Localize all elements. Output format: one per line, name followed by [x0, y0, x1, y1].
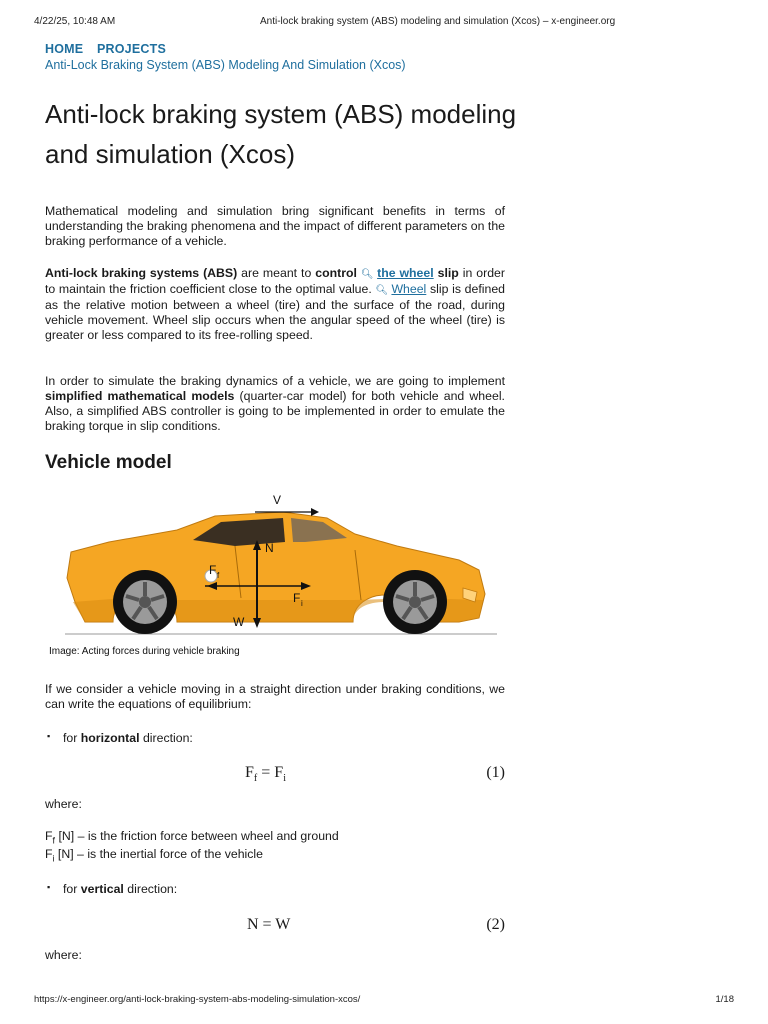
def-ff-text: [N] – is the friction force between wheel and ground — [55, 829, 339, 843]
wheel-link[interactable]: Wheel — [391, 282, 427, 296]
equation-2 — [45, 916, 505, 936]
abs-bold-text: Anti-lock braking systems (ABS) — [45, 266, 238, 280]
label-ff: F — [209, 563, 217, 577]
equation-2-number: (2) — [486, 916, 505, 933]
label-fi-sub: i — [301, 599, 303, 608]
bullet-bold-horizontal: horizontal — [80, 731, 140, 745]
print-url: https://x-engineer.org/anti-lock-braking-system-abs-modeling-simulation-xcos/ — [34, 994, 361, 1005]
def-fi-text: [N] – is the inertial force of the vehicle — [54, 847, 263, 861]
front-wheel — [383, 570, 447, 634]
nav-projects-link[interactable]: PROJECTS — [97, 42, 166, 56]
sim-text-2: (quarter-car model) for both vehicle and wheel. Also, a simplified ABS controller is going to be implemented in order to emulate the braking torque in slip conditions. — [45, 389, 505, 433]
definition-inertial-force — [45, 847, 263, 863]
page-title: Anti-lock braking system (ABS) modeling and simulation (Xcos) — [45, 99, 517, 169]
the-wheel-link[interactable]: the wheel — [377, 266, 434, 280]
print-header — [34, 16, 734, 30]
search-icon: 🔍︎ — [375, 285, 389, 296]
print-page-number: 1/18 — [715, 994, 734, 1005]
equation-1 — [45, 764, 505, 784]
where-label-1: where: — [45, 797, 82, 811]
top-navigation — [45, 42, 176, 56]
equation-2-expression: N = W — [247, 916, 291, 933]
print-doc-title: Anti-lock braking system (ABS) modeling and simulation (Xcos) – x-engineer.org — [260, 16, 616, 27]
print-date: 4/22/25, 10:48 AM — [34, 16, 116, 27]
equation-1-number: (1) — [486, 764, 505, 781]
nav-home-link[interactable]: HOME — [45, 42, 84, 56]
definition-friction-force — [45, 829, 339, 845]
equilibrium-paragraph: If we consider a vehicle moving in a straight direction under braking conditions, we can write the equations of equilibrium: — [45, 682, 505, 711]
bullet2-text-1: for — [63, 882, 81, 896]
where-label-2: where: — [45, 948, 82, 962]
eq1-rhs-sub: i — [283, 773, 286, 785]
bullet-horizontal — [63, 731, 193, 745]
abs-paragraph — [45, 266, 505, 343]
intro-paragraph: Mathematical modeling and simulation bring significant benefits in terms of understanding the braking phenomena and the impact of different parameters on the braking performance of a vehicle. — [45, 204, 505, 248]
abs-text-1: are meant to — [237, 266, 316, 280]
eq1-rhs: F — [274, 764, 284, 781]
label-ff-sub: f — [217, 571, 220, 580]
sim-bold-text: simplified mathematical models — [45, 389, 235, 403]
section-heading-vehicle-model: Vehicle model — [45, 452, 172, 473]
search-icon: 🔍︎ — [360, 269, 375, 280]
bullet-text-2: direction: — [139, 731, 193, 745]
eq1-equals: = — [257, 764, 275, 781]
abs-text-3: slip is defined as the relative motion between a wheel (tire) and the surface of the road, during vehicle movement. Wheel slip occurs when the angular speed of the wheel (tire) is greater or less compared to its free-rolling speed. — [45, 282, 505, 342]
eq1-lhs: F — [245, 764, 254, 781]
sim-text-1: In order to simulate the braking dynamics of a vehicle, we are going to implement — [45, 374, 505, 388]
def-fi-sub: i — [52, 853, 55, 864]
figure-caption: Image: Acting forces during vehicle braking — [49, 646, 240, 657]
def-ff-symbol: F — [45, 829, 53, 843]
bullet2-text-2: direction: — [123, 882, 178, 896]
breadcrumb[interactable]: Anti-Lock Braking System (ABS) Modeling And Simulation (Xcos) — [45, 58, 406, 72]
abs-text-2: in order to maintain the friction coefficient close to the optimal value. — [45, 266, 505, 296]
slip-bold-text: slip — [437, 266, 459, 280]
label-v: V — [273, 493, 282, 507]
label-n: N — [265, 541, 274, 555]
vehicle-forces-figure — [65, 490, 525, 640]
eq1-lhs-sub: f — [253, 773, 258, 785]
def-fi-symbol: F — [45, 847, 53, 861]
simulation-paragraph — [45, 374, 505, 434]
bullet-vertical — [63, 882, 177, 896]
print-footer — [34, 994, 734, 1008]
label-w: W — [233, 615, 245, 629]
bullet-bold-vertical: vertical — [80, 882, 124, 896]
equation-1-expression — [245, 764, 286, 784]
control-bold-text: control — [315, 266, 357, 280]
rear-wheel — [113, 570, 177, 634]
def-ff-sub: f — [52, 835, 56, 846]
bullet-text-1: for — [63, 731, 81, 745]
label-fi: F — [293, 591, 301, 605]
